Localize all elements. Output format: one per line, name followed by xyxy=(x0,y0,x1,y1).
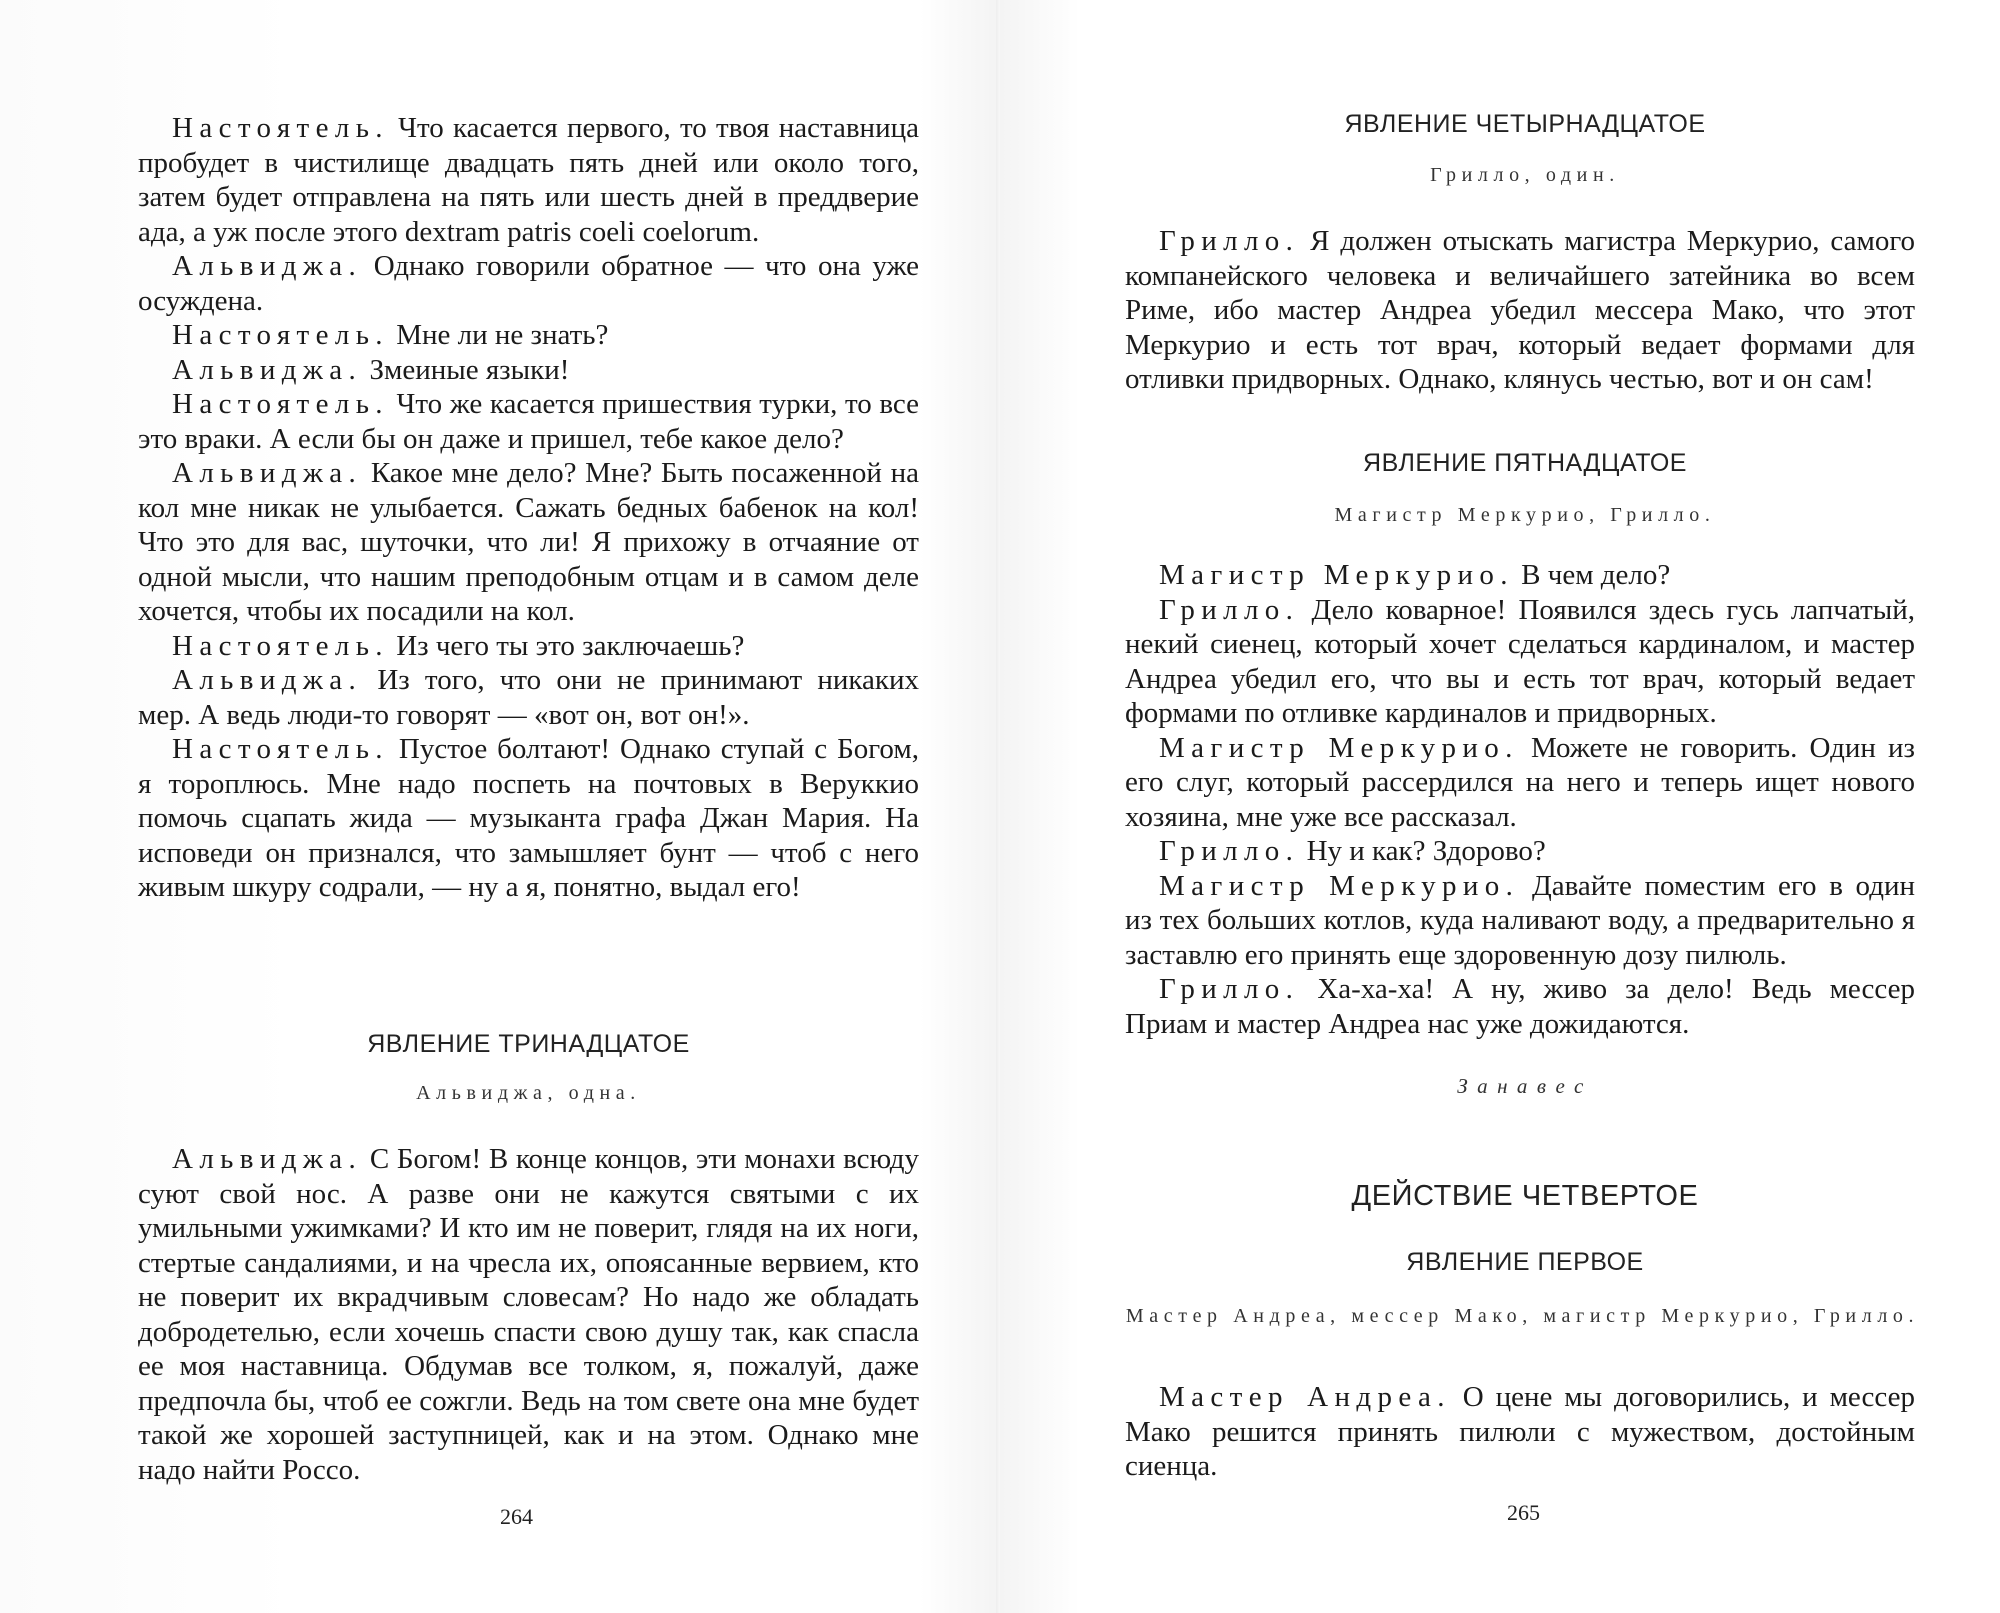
speaker-name: Альвиджа. xyxy=(172,664,363,696)
speech-line xyxy=(1125,731,1915,835)
speaker-name: Настоятель. xyxy=(172,388,389,420)
speaker-name: Настоятель. xyxy=(172,319,389,351)
speech-text: Змеиные языки! xyxy=(362,353,570,386)
speech-line xyxy=(1125,558,1915,593)
speaker-name: Мастер Андреа. xyxy=(1159,1381,1451,1413)
speaker-name: Грилло. xyxy=(1159,225,1300,257)
curtain-note: Занавес xyxy=(1457,1074,1593,1098)
scene-cast: Магистр Меркурио, Грилло. xyxy=(1334,504,1716,526)
speaker-name: Магистр Меркурио. xyxy=(1159,731,1519,764)
page-number: 264 xyxy=(500,1504,533,1529)
scene-heading: ЯВЛЕНИЕ ТРИНАДЦАТОЕ xyxy=(367,1030,690,1058)
speech-text: Из того, что они не принимают никаких мер. А ведь люди-то говорят — «вот он, вот он!». xyxy=(138,664,919,731)
speech-line xyxy=(138,629,919,664)
scene-cast: Грилло, один. xyxy=(1430,164,1620,186)
speech-line xyxy=(1125,224,1915,397)
speech-text: С Богом! В конце концов, эти монахи всюду суют свой нос. А разве они не кажутся святыми с их умильными ужимками? И кто им не поверит, глядя на их ноги, стертые сандалиями, и на чресла их, опоясанные вервием, кто не поверит их вкрадчивым словесам? Но надо же обладать добродетелью, если хочешь спасти свою душу так, как спасла ее моя наставница. Обдумав все толком, я, пожалуй, даже предпочла бы, чтоб ее сожгли. Ведь на том свете она мне будет такой же хорошей заступницей, как и на этом. Однако мне надо найти Россо. xyxy=(138,1143,919,1486)
scene-cast: Мастер Андреа, мессер Мако, магистр Меркурио, Грилло. xyxy=(1125,1305,1920,1327)
speech-line xyxy=(1125,869,1915,973)
speaker-name: Грилло. xyxy=(1159,593,1300,626)
speaker-name: Альвиджа. xyxy=(172,353,363,386)
speaker-name: Альвиджа. xyxy=(172,250,363,282)
speech-text: Я должен отыскать магистра Меркурио, самого компанейского человека и величайшего затейника во всем Риме, ибо мастер Андреа убедил мессера Мако, что этот Меркурио и есть тот врач, который ведает формами для отливки придворных. Однако, клянусь честью, вот и он сам! xyxy=(1125,225,1915,395)
speaker-name: Альвиджа. xyxy=(172,1143,363,1175)
speech-line xyxy=(1125,972,1915,1041)
speaker-name: Альвиджа. xyxy=(172,457,363,489)
speech-line xyxy=(138,732,919,905)
speech-line xyxy=(138,353,919,388)
speech-text: Однако говорили обратное — что она уже осуждена. xyxy=(138,250,919,317)
page-number: 265 xyxy=(1507,1500,1540,1525)
scene-heading: ЯВЛЕНИЕ ПЯТНАДЦАТОЕ xyxy=(1363,449,1687,477)
right-dialogue-block-a xyxy=(1125,224,1915,397)
right-dialogue-block-c xyxy=(1125,1380,1915,1484)
scene-heading: ЯВЛЕНИЕ ЧЕТЫРНАДЦАТОЕ xyxy=(1344,110,1706,138)
speech-text: Что касается первого, то твоя наставница пробудет в чистилище двадцать пять дней или около того, затем будет отправлена на пять или шесть дней в преддверие ада, а уж после этого dextram patris coeli coelorum. xyxy=(138,112,919,248)
speech-text: О цене мы договорились, и мессер Мако решится принять пилюли с мужеством, достойным сиенца. xyxy=(1125,1381,1915,1482)
speech-line xyxy=(1125,834,1915,869)
speaker-name: Настоятель. xyxy=(172,733,389,765)
speech-line xyxy=(138,1142,919,1487)
speech-line xyxy=(1125,593,1915,731)
speech-text: Какое мне дело? Мне? Быть посаженной на кол мне никак не улыбается. Сажать бедных бабенок на кол! Что это для вас, шуточки, что ли! Я прихожу в отчаяние от одной мысли, что нашим преподобным отцам и в самом деле хочется, чтобы их посадили на кол. xyxy=(138,457,919,627)
speaker-name: Настоятель. xyxy=(172,629,389,662)
speech-text: Что же касается пришествия турки, то все это враки. А если бы он даже и пришел, тебе какое дело? xyxy=(138,388,919,455)
scene-cast: Альвиджа, одна. xyxy=(416,1082,641,1104)
left-dialogue-block-a xyxy=(138,111,919,905)
speaker-name: Магистр Меркурио. xyxy=(1159,559,1514,591)
speech-text: В чем дело? xyxy=(1513,559,1671,591)
left-dialogue-block-b xyxy=(138,1142,919,1487)
scene-heading: ЯВЛЕНИЕ ПЕРВОЕ xyxy=(1406,1248,1644,1276)
speaker-name: Грилло. xyxy=(1159,835,1300,867)
speaker-name: Грилло. xyxy=(1159,973,1300,1005)
speaker-name: Настоятель. xyxy=(172,112,389,144)
act-heading: ДЕЙСТВИЕ ЧЕТВЕРТОЕ xyxy=(1351,1180,1699,1212)
speech-line xyxy=(138,111,919,249)
speech-line xyxy=(138,663,919,732)
speech-text: Можете не говорить. Один из его слуг, который рассердился на него и теперь ищет нового хозяина, мне уже все рассказал. xyxy=(1125,731,1916,833)
speech-text: Пустое болтают! Однако ступай с Богом, я тороплюсь. Мне надо поспеть на почтовых в Веруккио помочь сцапать жида — музыканта графа Джан Мария. На исповеди он признался, что замышляет бунт — чтоб с него живым шкуру содрали, — ну а я, понятно, выдал его! xyxy=(138,733,919,903)
speech-line xyxy=(138,249,919,318)
speech-line xyxy=(1125,1380,1915,1484)
speech-text: Ну и как? Здорово? xyxy=(1299,835,1546,867)
right-page xyxy=(1000,0,2000,1613)
right-dialogue-block-b xyxy=(1125,558,1915,1041)
speaker-name: Магистр Меркурио. xyxy=(1159,869,1520,902)
speech-text: Из чего ты это заключаешь? xyxy=(388,629,745,662)
speech-line xyxy=(138,387,919,456)
speech-line xyxy=(138,318,919,353)
speech-text: Дело коварное! Появился здесь гусь лапчатый, некий сиенец, который хочет сделаться кардиналом, и мастер Андреа убедил его, что вы и есть тот врач, который ведает формами по отливке кардиналов и придворных. xyxy=(1125,593,1915,729)
speech-text: Мне ли не знать? xyxy=(388,319,609,351)
speech-line xyxy=(138,456,919,629)
speech-text: Давайте поместим его в один из тех больших котлов, куда наливают воду, а предварительно я заставлю его принять еще здоровенную дозу пилюль. xyxy=(1125,869,1915,971)
speech-text: Ха-ха-ха! А ну, живо за дело! Ведь мессер Приам и мастер Андреа нас уже дожидаются. xyxy=(1125,973,1915,1040)
